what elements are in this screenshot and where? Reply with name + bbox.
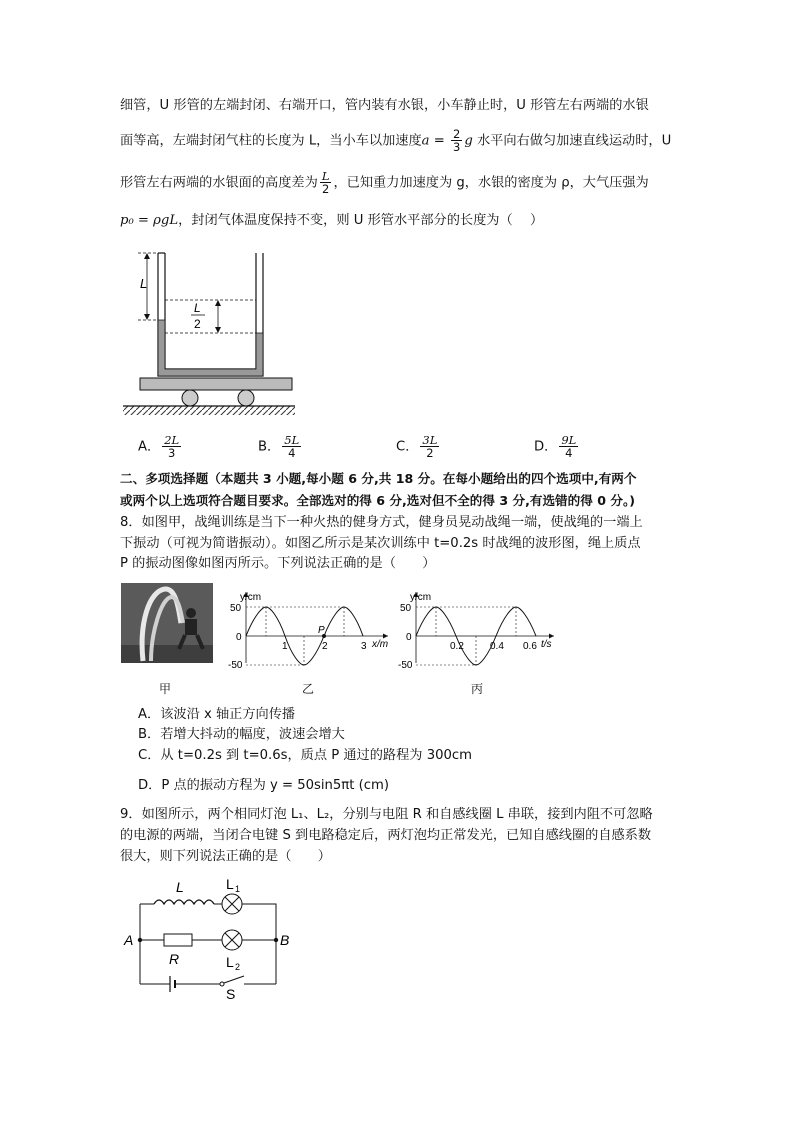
tick-x-1: 1 — [282, 641, 288, 652]
label-L2: L — [226, 954, 234, 970]
tick-x-04: 0.4 — [490, 641, 504, 652]
frac-den: 3 — [452, 140, 461, 154]
frac-num: 2 — [452, 127, 461, 141]
label-L1-sub: 1 — [235, 884, 241, 894]
frac-num: 2L — [164, 433, 180, 447]
q8-line-1: 8．如图甲，战绳训练是当下一种火热的健身方式，健身员晃动战绳一端，使战绳的一端上 — [120, 515, 643, 530]
option-letter: B． — [258, 439, 281, 455]
option-letter: A． — [138, 439, 161, 455]
accel-g: g — [464, 133, 473, 149]
q8-option-a[interactable]: A．该波沿 x 轴正方向传播 — [138, 707, 296, 722]
tick-top: 50 — [230, 603, 242, 614]
q8-line-3: P 的振动图像如图丙所示。下列说法正确的是（ ） — [120, 556, 436, 571]
tick-x-2: 2 — [322, 641, 328, 652]
tick-top: 50 — [400, 603, 412, 614]
q7-option-d[interactable] — [534, 434, 580, 459]
frac-num: 9L — [561, 433, 577, 447]
option-letter: C． — [396, 439, 419, 455]
frac-num: 5L — [284, 433, 300, 447]
q7-line3-post: ，已知重力加速度为 g，水银的密度为 ρ，大气压强为 — [333, 175, 649, 191]
q7-line-4 — [120, 212, 543, 230]
accel-fraction — [451, 128, 462, 153]
q7-line2-pre: 面等高，左端封闭气柱的长度为 L，当小车以加速度 — [120, 133, 422, 149]
q7-line4-post: ，封闭气体温度保持不变，则 U 形管水平部分的长度为（ ） — [178, 213, 544, 228]
label-L: L — [176, 879, 184, 895]
label-L2-sub: 2 — [235, 962, 241, 972]
axis-label-y: y/cm — [410, 592, 432, 603]
label-L: L — [140, 276, 148, 291]
u-tube-cart-figure — [118, 248, 303, 418]
q9-line-1: 9．如图所示，两个相同灯泡 L₁、L₂，分别与电阻 R 和自感线圈 L 串联，接到内阻不可忽略 — [120, 807, 653, 822]
label-L1: L — [226, 876, 234, 892]
caption-bing: 丙 — [471, 682, 484, 696]
frac-den: 2 — [426, 446, 434, 460]
caption-yi: 乙 — [302, 682, 315, 696]
diff-fraction — [320, 170, 332, 195]
option-letter: D． — [534, 439, 558, 455]
q7-line2-post: 水平向右做匀加速直线运动时，U — [472, 133, 672, 149]
section2-line-2: 或两个以上选项符合题目要求。全部选对的得 6 分,选对但不全的得 3 分,有选错的得 0 分。) — [120, 493, 635, 508]
q8-option-c[interactable]: C．从 t=0.2s 到 t=0.6s，质点 P 通过的路程为 300cm — [138, 748, 472, 763]
label-P: P — [318, 625, 325, 636]
frac-den: 2 — [321, 182, 330, 196]
q7-option-c[interactable] — [396, 434, 441, 459]
label-B: B — [280, 932, 290, 948]
q7-line3-pre: 形管左右两端的水银面的高度差为 — [120, 175, 318, 191]
tick-zero: 0 — [406, 632, 412, 643]
cart-base — [140, 378, 292, 390]
q9-line-2: 的电源的两端，当闭合电键 S 到电路稳定后，两灯泡均正常发光，已知自感线圈的自感系数 — [120, 828, 652, 843]
switch-S — [224, 976, 244, 983]
vibration-graph-bing — [396, 588, 566, 668]
label-half-den: 2 — [194, 317, 201, 331]
battle-rope-photo — [121, 583, 213, 663]
frac-den: 4 — [288, 446, 296, 460]
tick-bottom: -50 — [398, 660, 413, 668]
axis-label-x: x/m — [372, 639, 389, 650]
pressure-formula: p₀ = ρgL — [120, 213, 179, 228]
tick-x-02: 0.2 — [450, 641, 464, 652]
tick-bottom: -50 — [228, 660, 243, 668]
resistor-R — [164, 934, 192, 946]
q7-option-b[interactable] — [258, 434, 303, 459]
label-half-num: L — [194, 301, 201, 315]
caption-jia: 甲 — [159, 682, 172, 696]
q8-line-2: 下振动（可视为简谐振动）。如图乙所示是某次训练中 t=0.2s 时战绳的波形图，绳上质点 — [120, 536, 641, 551]
axis-label-y: y/cm — [240, 592, 262, 603]
inductor-coil — [154, 900, 214, 904]
frac-num: 3L — [422, 433, 438, 447]
q7-line-1: 细管，U 形管的左端封闭、右端开口，管内装有水银，小车静止时，U 形管左右两端的水银 — [120, 98, 649, 113]
q8-option-d[interactable]: D．P 点的振动方程为 y = 50sin5πt (cm) — [138, 778, 389, 793]
axis-label-x: t/s — [541, 639, 552, 650]
tick-zero: 0 — [236, 632, 242, 643]
label-R: R — [169, 951, 180, 967]
label-S: S — [226, 986, 236, 1002]
circuit-diagram — [118, 872, 298, 1002]
section2-line-1: 二、多项选择题（本题共 3 小题,每小题 6 分,共 18 分。在每小题给出的四个选项中,有两个 — [120, 471, 637, 486]
u-tube — [158, 253, 263, 376]
label-A: A — [124, 932, 134, 948]
wheel-left — [182, 390, 198, 406]
q9-line-3: 很大，则下列说法正确的是（ ） — [120, 849, 331, 864]
tick-x-3: 3 — [361, 641, 367, 652]
q8-option-b[interactable]: B．若增大抖动的幅度，波速会增大 — [138, 727, 345, 742]
mercury — [158, 320, 263, 376]
tick-x-06: 0.6 — [523, 641, 537, 652]
ground-hatch — [123, 406, 295, 415]
accel-eq: = — [429, 133, 449, 149]
frac-den: 4 — [565, 446, 573, 460]
q7-line-3 — [120, 170, 649, 195]
wheel-right — [238, 390, 254, 406]
wave-graph-yi — [228, 588, 398, 668]
accel-var: a — [421, 133, 430, 149]
frac-num: L — [321, 169, 330, 183]
q7-option-a[interactable] — [138, 434, 183, 459]
q7-line-2 — [120, 128, 671, 153]
frac-den: 3 — [168, 446, 176, 460]
